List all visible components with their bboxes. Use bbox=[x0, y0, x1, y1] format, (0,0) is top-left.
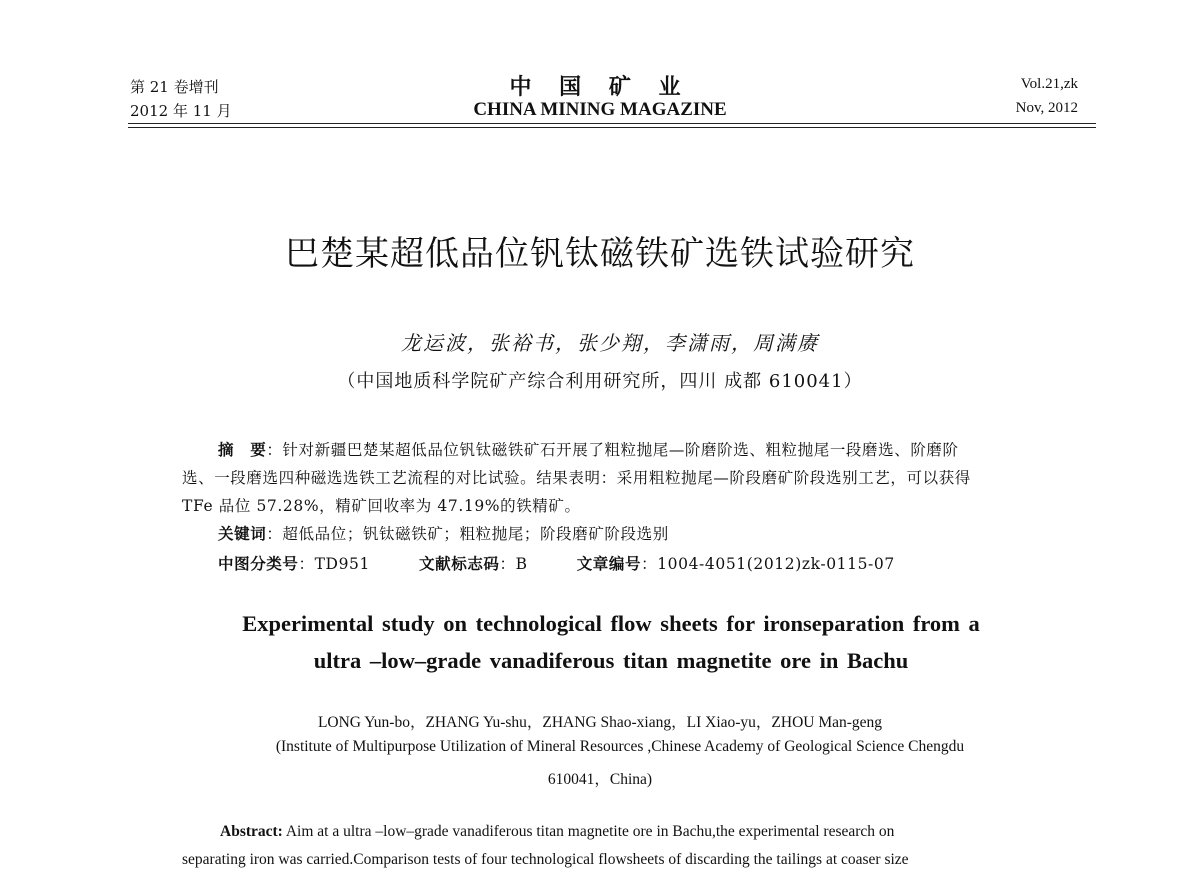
volume-issue: 第 21 卷增刊 bbox=[130, 78, 219, 96]
volume-en: Vol.21,zk bbox=[1020, 76, 1078, 92]
header-rule-top bbox=[128, 123, 1096, 124]
article-no-value: ：1004-4051(2012)zk-0115-07 bbox=[641, 555, 895, 573]
authors-cn: 龙运波，张裕书，张少翔，李潇雨，周满赓 bbox=[401, 331, 819, 355]
paper-title-en-line2: ultra –low–grade vanadiferous titan magnetite ore in Bachu bbox=[313, 648, 909, 673]
journal-name-en: CHINA MINING MAGAZINE bbox=[473, 99, 727, 120]
abstract-cn-label: 摘 要 bbox=[218, 440, 267, 459]
article-no-label: 文章编号 bbox=[576, 554, 642, 573]
journal-name-cn: 中 国 矿 业 bbox=[509, 74, 691, 100]
clc-value: ：TD951 bbox=[298, 555, 370, 573]
affiliation-en-line2: 610041，China) bbox=[547, 771, 653, 788]
paper-title-en-line1: Experimental study on technological flow sheets for ironseparation from a bbox=[242, 611, 980, 636]
affiliation-cn: （中国地质科学院矿产综合利用研究所，四川 成都 610041） bbox=[337, 371, 863, 392]
header-rule-bottom bbox=[128, 127, 1096, 128]
authors-en: LONG Yun-bo，ZHANG Yu-shu，ZHANG Shao-xiang，LI Xiao-yu，ZHOU Man-geng bbox=[317, 714, 883, 731]
abstract-en-line2: separating iron was carried.Comparison tests of four technological flowsheets of discarding the tailings at coaser size bbox=[182, 851, 909, 868]
abstract-cn-line1 bbox=[218, 438, 959, 460]
abstract-en-line1 bbox=[220, 823, 894, 841]
abstract-cn-line2: 选、一段磨选四种磁选选铁工艺流程的对比试验。结果表明：采用粗粒抛尾—阶段磨矿阶段选别工艺，可以获得 bbox=[182, 469, 971, 487]
keywords-cn-text: ：超低品位；钒钛磁铁矿；粗粒抛尾；阶段磨矿阶段选别 bbox=[266, 525, 669, 543]
classification-line bbox=[218, 552, 895, 574]
abstract-en-text-1: Aim at a ultra –low–grade vanadiferous titan magnetite ore in Bachu,the experimental research on bbox=[282, 823, 895, 840]
keywords-cn-label: 关键词 bbox=[218, 524, 267, 543]
doc-code-value: ：B bbox=[499, 555, 528, 573]
doc-code-label: 文献标志码 bbox=[419, 554, 500, 573]
keywords-cn bbox=[218, 522, 669, 544]
abstract-cn-line3: TFe 品位 57.28%，精矿回收率为 47.19%的铁精矿。 bbox=[182, 497, 581, 515]
paper-title-cn: 巴楚某超低品位钒钛磁铁矿选铁试验研究 bbox=[285, 234, 915, 274]
abstract-en-label: Abstract: bbox=[220, 823, 283, 840]
affiliation-en-line1: (Institute of Multipurpose Utilization of Mineral Resources ,Chinese Academy of Geological Science Chengdu bbox=[275, 738, 965, 755]
clc-label: 中图分类号 bbox=[218, 554, 299, 573]
publication-date: 2012 年 11 月 bbox=[130, 102, 232, 120]
abstract-cn-text-1: ：针对新疆巴楚某超低品位钒钛磁铁矿石开展了粗粒抛尾—阶磨阶选、粗粒抛尾一段磨选、阶磨阶 bbox=[266, 441, 959, 459]
date-en: Nov, 2012 bbox=[1015, 100, 1078, 116]
